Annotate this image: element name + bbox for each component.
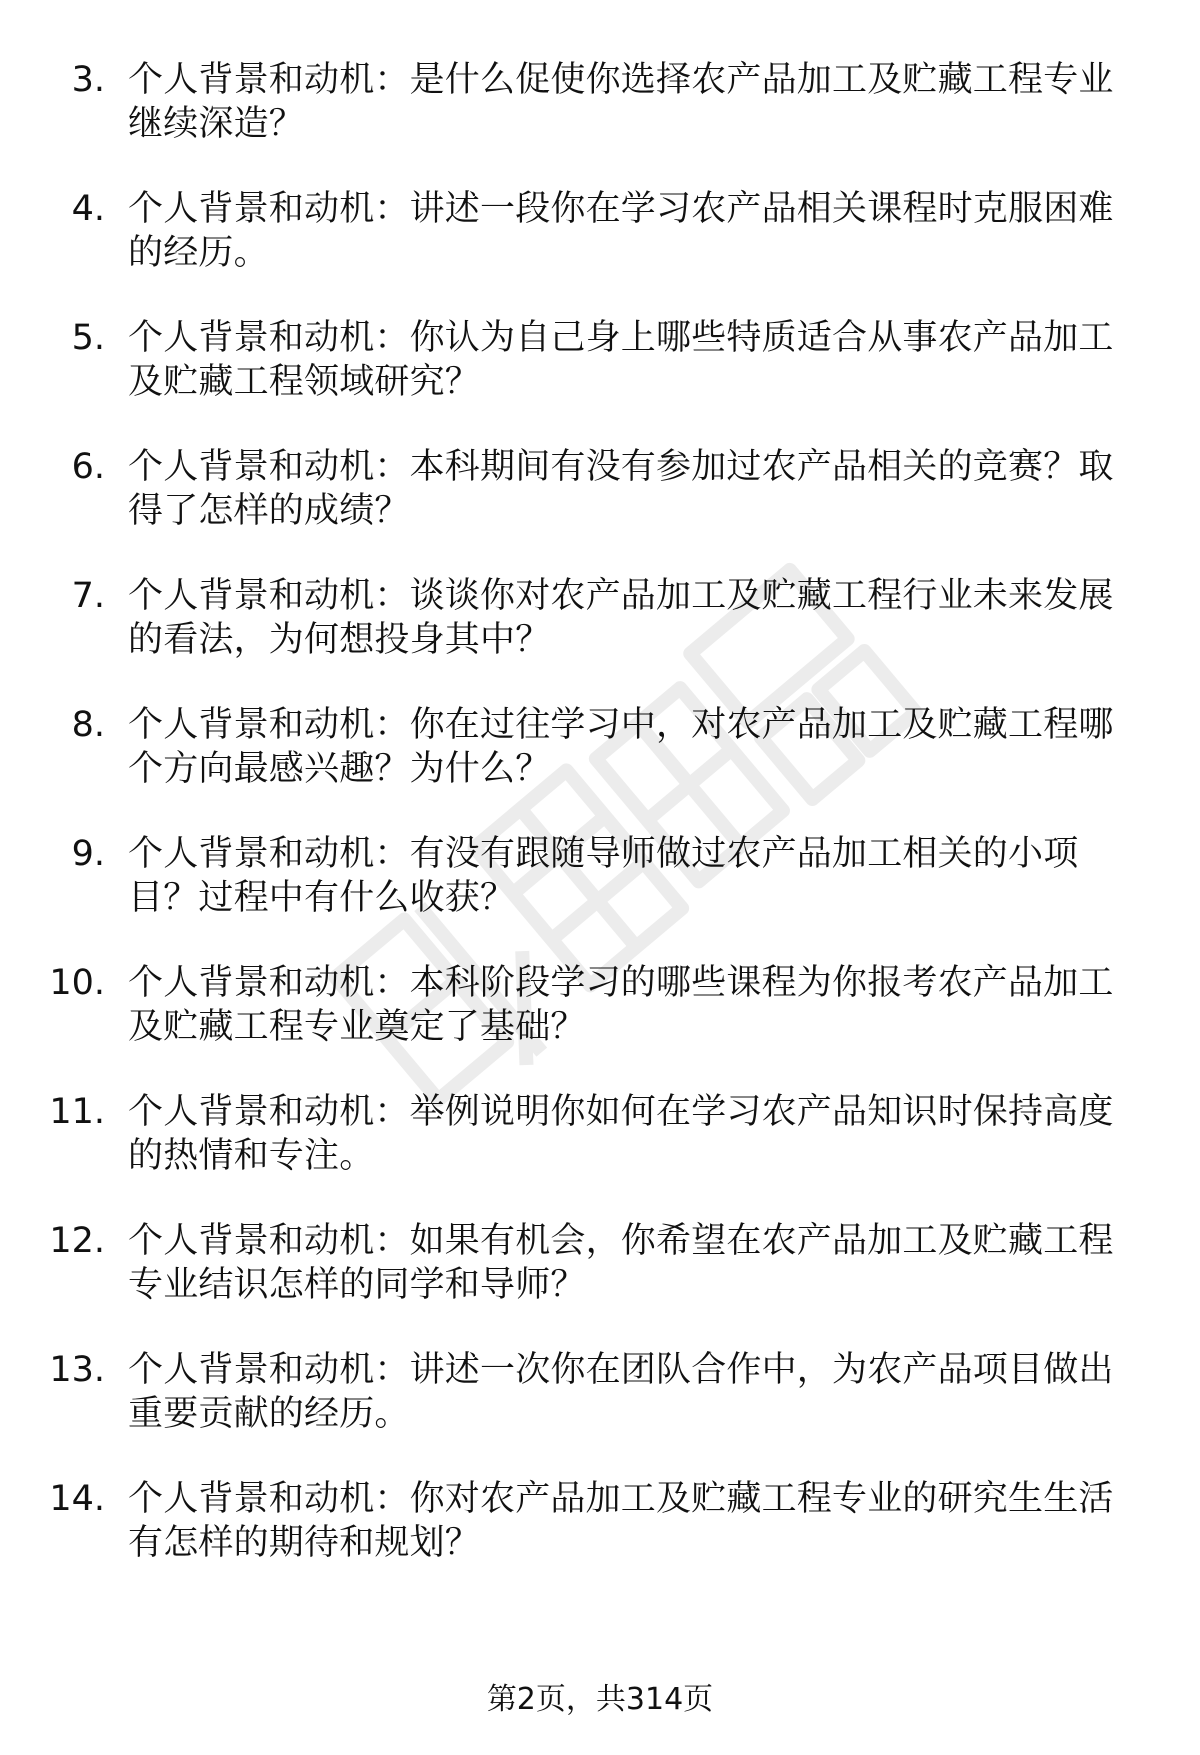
question-item-9: [0, 832, 1200, 961]
question-item-14: [0, 1477, 1200, 1606]
question-number: 13.: [49, 1350, 105, 1390]
question-list: [0, 58, 1200, 1606]
question-text: 个人背景和动机：你对农产品加工及贮藏工程专业的研究生生活有怎样的期待和规划？: [128, 1479, 1114, 1563]
question-text: 个人背景和动机：谈谈你对农产品加工及贮藏工程行业未来发展的看法，为何想投身其中？: [128, 576, 1114, 660]
question-number: 12.: [49, 1221, 105, 1261]
question-text: 个人背景和动机：讲述一次你在团队合作中，为农产品项目做出重要贡献的经历。: [128, 1350, 1114, 1434]
question-text: 个人背景和动机：本科期间有没有参加过农产品相关的竞赛？取得了怎样的成绩？: [128, 447, 1114, 531]
question-number: 10.: [49, 963, 105, 1003]
page-indicator: 第2页，共314页: [486, 1682, 714, 1717]
question-item-4: [0, 187, 1200, 316]
question-item-8: [0, 703, 1200, 832]
question-number: 3.: [71, 60, 105, 100]
question-text: 个人背景和动机：有没有跟随导师做过农产品加工相关的小项目？过程中有什么收获？: [128, 834, 1079, 918]
question-number: 6.: [71, 447, 105, 487]
question-text: 个人背景和动机：讲述一段你在学习农产品相关课程时克服困难的经历。: [128, 189, 1114, 273]
question-item-13: [0, 1348, 1200, 1477]
question-item-7: [0, 574, 1200, 703]
question-text: 个人背景和动机：本科阶段学习的哪些课程为你报考农产品加工及贮藏工程专业奠定了基础？: [128, 963, 1114, 1047]
question-text: 个人背景和动机：你认为自己身上哪些特质适合从事农产品加工及贮藏工程领域研究？: [128, 318, 1114, 402]
question-number: 14.: [49, 1479, 105, 1519]
question-number: 9.: [71, 834, 105, 874]
question-number: 4.: [71, 189, 105, 229]
question-item-12: [0, 1219, 1200, 1348]
question-text: 个人背景和动机：你在过往学习中，对农产品加工及贮藏工程哪个方向最感兴趣？为什么？: [128, 705, 1114, 789]
question-item-3: [0, 58, 1200, 187]
question-text: 个人背景和动机：是什么促使你选择农产品加工及贮藏工程专业继续深造？: [128, 60, 1114, 144]
question-number: 8.: [71, 705, 105, 745]
question-item-11: [0, 1090, 1200, 1219]
question-number: 7.: [71, 576, 105, 616]
question-text: 个人背景和动机：如果有机会，你希望在农产品加工及贮藏工程专业结识怎样的同学和导师？: [128, 1221, 1114, 1305]
question-text: 个人背景和动机：举例说明你如何在学习农产品知识时保持高度的热情和专注。: [128, 1092, 1114, 1176]
question-number: 5.: [71, 318, 105, 358]
question-number: 11.: [49, 1092, 105, 1132]
question-item-10: [0, 961, 1200, 1090]
question-item-6: [0, 445, 1200, 574]
question-item-5: [0, 316, 1200, 445]
